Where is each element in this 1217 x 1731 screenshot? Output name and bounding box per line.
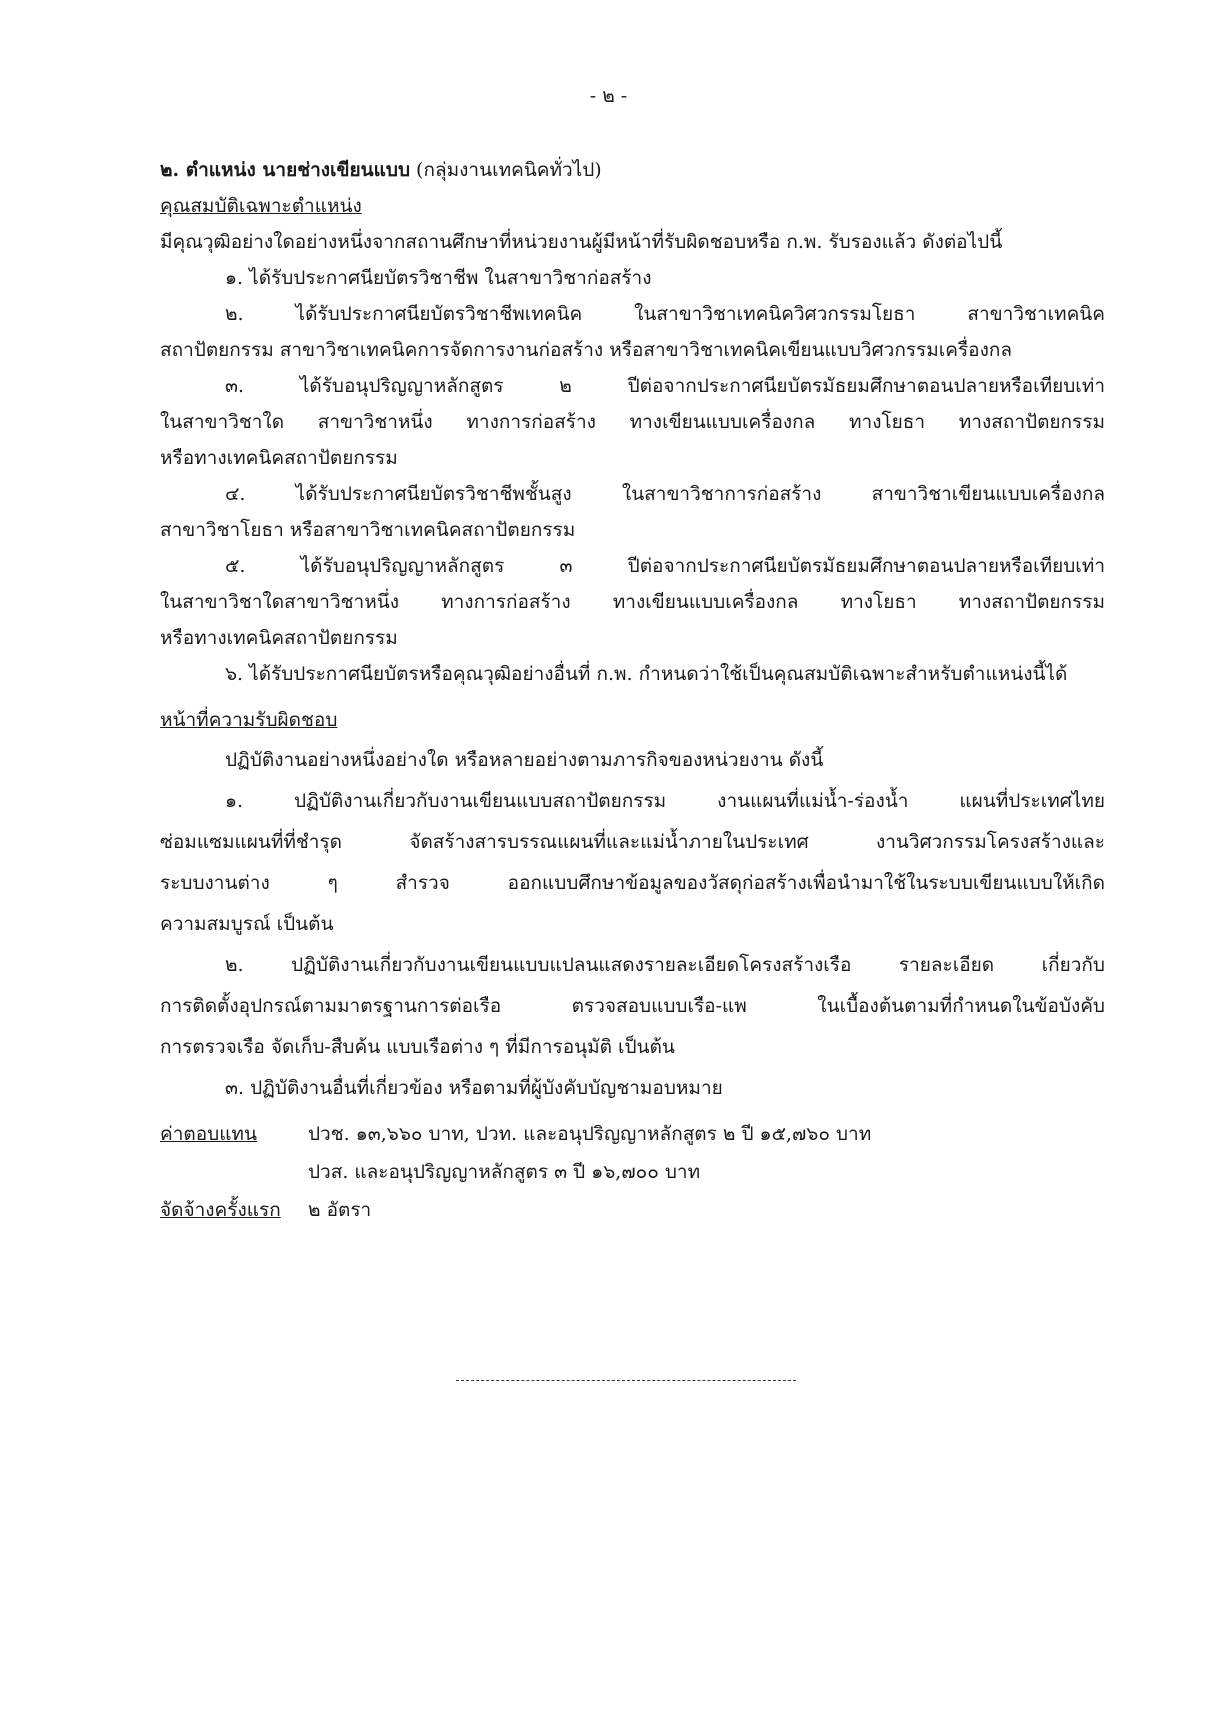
duty-item-3: ๓. ปฏิบัติงานอื่นที่เกี่ยวข้อง หรือตามที่ผู้บังคับบัญชามอบหมาย	[225, 1077, 723, 1099]
hire-value: ๒ อัตรา	[308, 1199, 372, 1221]
qualification-item-3: ๓. ได้รับอนุปริญญาหลักสูตร ๒ ปีต่อจากประกาศนียบัตรมัธยมศึกษาตอนปลายหรือเทียบเท่า	[225, 375, 1105, 397]
qualification-item-3-cont: ในสาขาวิชาใด สาขาวิชาหนึ่ง ทางการก่อสร้าง ทางเขียนแบบเครื่องกล ทางโยธา ทางสถาปัตยกรรม	[160, 411, 1105, 433]
duty-heading: หน้าที่ความรับผิดชอบ	[160, 709, 338, 731]
duty-item-1-cont2: ระบบงานต่าง ๆ สำรวจ ออกแบบศึกษาข้อมูลของวัสดุก่อสร้างเพื่อนำมาใช้ในระบบเขียนแบบให้เกิด	[160, 872, 1105, 894]
duty-item-1: ๑. ปฏิบัติงานเกี่ยวกับงานเขียนแบบสถาปัตยกรรม งานแผนที่แม่น้ำ-ร่องน้ำ แผนที่ประเทศไทย	[225, 790, 1105, 812]
qualification-item-5-cont: ในสาขาวิชาใดสาขาวิชาหนึ่ง ทางการก่อสร้าง ทางเขียนแบบเครื่องกล ทางโยธา ทางสถาปัตยกรรม	[160, 591, 1105, 613]
qualification-item-4: ๔. ได้รับประกาศนียบัตรวิชาชีพชั้นสูง ในสาขาวิชาการก่อสร้าง สาขาวิชาเขียนแบบเครื่องกล	[225, 483, 1105, 505]
page-number: - ๒ -	[589, 85, 628, 107]
compensation-line-2: ปวส. และอนุปริญญาหลักสูตร ๓ ปี ๑๖,๗๐๐ บาท	[308, 1161, 701, 1183]
qualification-item-5-cont2: หรือทางเทคนิคสถาปัตยกรรม	[160, 627, 398, 649]
compensation-block	[160, 1115, 1105, 1229]
duty-item-1-cont: ซ่อมแซมแผนที่ที่ชำรุด จัดสร้างสารบรรณแผนที่และแม่น้ำภายในประเทศ งานวิศวกรรมโครงสร้างและ	[160, 831, 1105, 853]
duty-item-1-cont3: ความสมบูรณ์ เป็นต้น	[160, 913, 334, 935]
duty-list	[160, 740, 1105, 1109]
compensation-line-1: ปวช. ๑๓,๖๖๐ บาท, ปวท. และอนุปริญญาหลักสูตร ๒ ปี ๑๕,๗๖๐ บาท	[308, 1123, 872, 1145]
qualification-item-5: ๕. ได้รับอนุปริญญาหลักสูตร ๓ ปีต่อจากประกาศนียบัตรมัธยมศึกษาตอนปลายหรือเทียบเท่า	[225, 555, 1105, 577]
compensation-label: ค่าตอบแทน	[160, 1123, 257, 1145]
qualification-item-3-cont2: หรือทางเทคนิคสถาปัตยกรรม	[160, 447, 398, 469]
duty-item-2: ๒. ปฏิบัติงานเกี่ยวกับงานเขียนแบบแปลนแสดงรายละเอียดโครงสร้างเรือ รายละเอียด เกี่ยวกับ	[225, 954, 1105, 976]
hire-label: จัดจ้างครั้งแรก	[160, 1199, 281, 1221]
qualification-item-4-cont: สาขาวิชาโยธา หรือสาขาวิชาเทคนิคสถาปัตยกรรม	[160, 519, 576, 541]
qualification-item-2: ๒. ได้รับประกาศนียบัตรวิชาชีพเทคนิค ในสาขาวิชาเทคนิควิศวกรรมโยธา สาขาวิชาเทคนิค	[225, 303, 1105, 325]
qualification-item-2-cont: สถาปัตยกรรม สาขาวิชาเทคนิคการจัดการงานก่อสร้าง หรือสาขาวิชาเทคนิคเขียนแบบวิศวกรรมเครื่องกล	[160, 339, 1013, 361]
qualification-heading: คุณสมบัติเฉพาะตำแหน่ง	[160, 195, 362, 217]
position-group: (กลุ่มงานเทคนิคทั่วไป)	[410, 159, 602, 181]
qualification-item-6: ๖. ได้รับประกาศนียบัตรหรือคุณวุฒิอย่างอื่นที่ ก.พ. กำหนดว่าใช้เป็นคุณสมบัติเฉพาะสำหรับตำแหน่งนี้ได้	[225, 663, 1068, 685]
position-section	[160, 152, 1105, 1229]
qualification-intro: มีคุณวุฒิอย่างใดอย่างหนึ่งจากสถานศึกษาที่หน่วยงานผู้มีหน้าที่รับผิดชอบหรือ ก.พ. รับรองแล้ว ดังต่อไปนี้	[160, 231, 1003, 253]
qualification-item-1: ๑. ได้รับประกาศนียบัตรวิชาชีพ ในสาขาวิชาก่อสร้าง	[225, 267, 652, 289]
duty-intro: ปฏิบัติงานอย่างหนึ่งอย่างใด หรือหลายอย่างตามภารกิจของหน่วยงาน ดังนี้	[225, 749, 824, 771]
duty-item-2-cont2: การตรวจเรือ จัดเก็บ-สืบค้น แบบเรือต่าง ๆ ที่มีการอนุมัติ เป็นต้น	[160, 1036, 675, 1058]
position-title	[160, 152, 1105, 188]
end-divider	[456, 1380, 796, 1381]
duty-item-2-cont: การติดตั้งอุปกรณ์ตามมาตรฐานการต่อเรือ ตรวจสอบแบบเรือ-แพ ในเบื้องต้นตามที่กำหนดในข้อบังคับ	[160, 995, 1105, 1017]
position-title-bold: ๒. ตำแหน่ง นายช่างเขียนแบบ	[160, 159, 411, 181]
